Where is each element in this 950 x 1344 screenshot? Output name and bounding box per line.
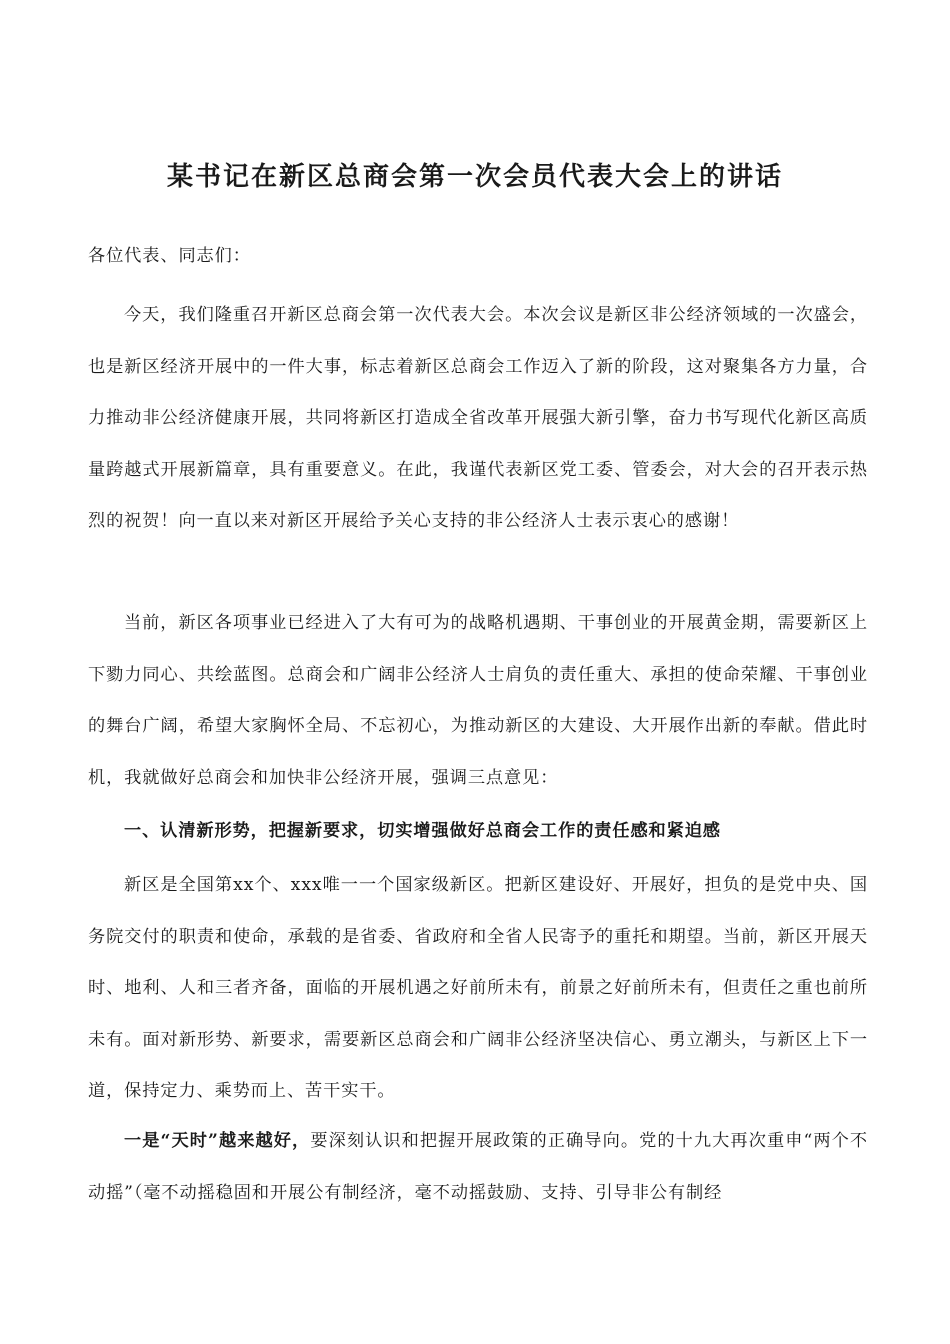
- paragraph-new-area: 新区是全国第xx个、xxx唯一一个国家级新区。把新区建设好、开展好，担负的是党中央、国务院交付的职责和使命，承载的是省委、省政府和全省人民寄予的重托和期望。当前，新区开展天时、地利、人和三者齐备，面临的开展机遇之好前所未有，前景之好前所未有，但责任之重也前所未有。面对新形势、新要求，需要新区总商会和广阔非公经济坚决信心、勇立潮头，与新区上下一道，保持定力、乘势而上、苦干实干。: [88, 875, 868, 1101]
- paragraph-current-situation: 当前，新区各项事业已经进入了大有可为的战略机遇期、干事创业的开展黄金期，需要新区上下勠力同心、共绘蓝图。总商会和广阔非公经济人士肩负的责任重大、承担的使命荣耀、干事创业的舞台广阔，希望大家胸怀全局、不忘初心，为推动新区的大建设、大开展作出新的奉献。借此时机，我就做好总商会和加快非公经济开展，强调三点意见：: [88, 613, 868, 788]
- salutation: 各位代表、同志们：: [88, 246, 251, 266]
- paragraph-lead-phrase: 一是“天时”越来越好，: [124, 1131, 311, 1151]
- paragraph-opening: 今天，我们隆重召开新区总商会第一次代表大会。本次会议是新区非公经济领域的一次盛会，也是新区经济开展中的一件大事，标志着新区总商会工作迈入了新的阶段，这对聚集各方力量，合力推动非公经济健康开展，共同将新区打造成全省改革开展强大新引擎，奋力书写现代化新区高质量跨越式开展新篇章，具有重要意义。在此，我谨代表新区党工委、管委会，对大会的召开表示热烈的祝贺！向一直以来对新区开展给予关心支持的非公经济人士表示衷心的感谢！: [88, 305, 868, 531]
- paragraph-tianshi: [88, 1116, 868, 1219]
- section-heading-1: 一、认清新形势，把握新要求，切实增强做好总商会工作的责任感和紧迫感: [124, 821, 721, 841]
- paragraph-body-text: 要深刻认识和把握开展政策的正确导向。党的十九大再次重申“两个不动摇”（毫不动摇稳固和开展公有制经济，毫不动摇鼓励、支持、引导非公有制经: [88, 1131, 868, 1203]
- document-title: 某书记在新区总商会第一次会员代表大会上的讲话: [166, 162, 783, 192]
